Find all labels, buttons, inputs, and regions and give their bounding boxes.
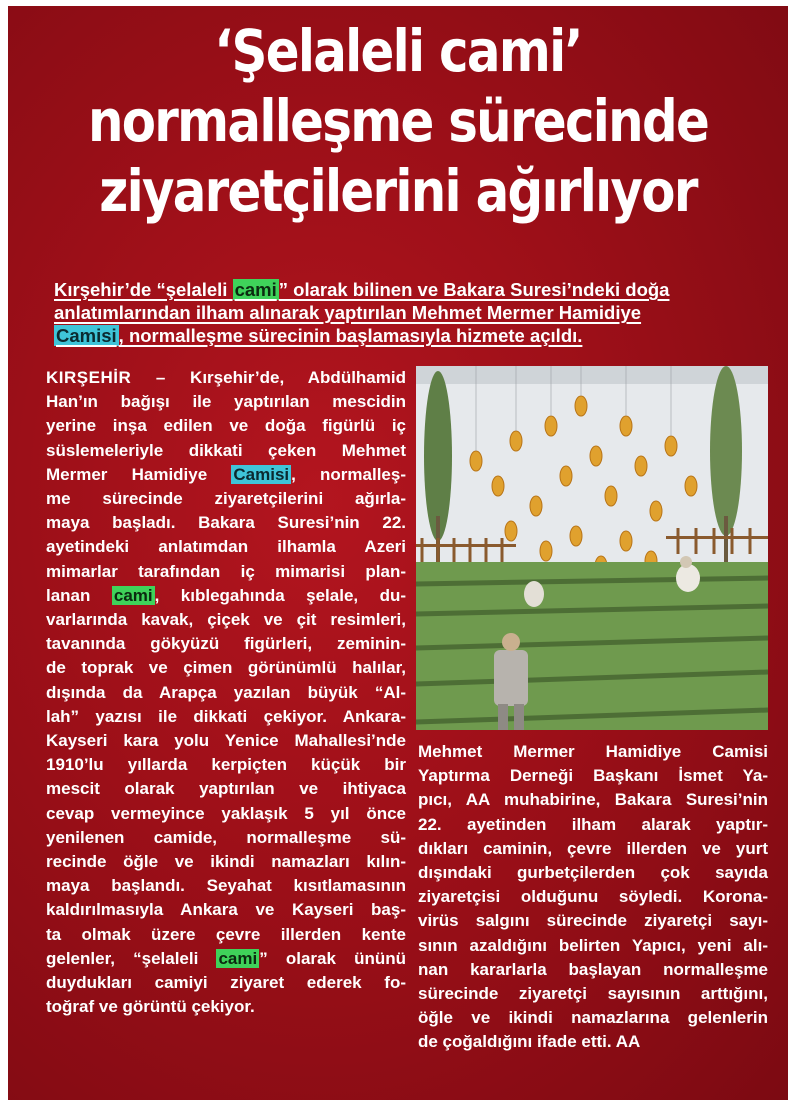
body-line: varlarında kavak, çiçek ve çit resimleri, bbox=[46, 610, 406, 630]
body-line: ziyaretçisi olduğunu söyledi. Korona- bbox=[418, 887, 768, 907]
body-line: Mehmet Mermer Hamidiye Camisi bbox=[418, 742, 768, 761]
highlight-cami: cami bbox=[113, 585, 153, 605]
photo-illustration bbox=[416, 366, 768, 730]
body-line: nan kararlarla başlayan normalleşme bbox=[418, 959, 768, 979]
body-line: me sürecinde ziyaretçilerini ağırla- bbox=[46, 489, 406, 509]
body-line: yerine inşa edilen ve doğa figürlü iç bbox=[46, 416, 406, 436]
spot-line-3 bbox=[54, 324, 774, 347]
body-line: tavanında gökyüzü figürleri, zeminin- bbox=[46, 634, 406, 654]
spot-line-1 bbox=[54, 278, 774, 301]
body-line bbox=[46, 947, 406, 971]
body-line: de çoğaldığını ifade etti. AA bbox=[418, 1032, 641, 1052]
body-line: süslemeleriyle dikkati çeken Mehmet bbox=[46, 440, 406, 460]
body-line: 1910’lu yıllarda kerpiçten küçük bir bbox=[46, 755, 406, 775]
spot-summary bbox=[54, 278, 774, 347]
body-line: ta olmak üzere çevre illerden kente bbox=[46, 924, 406, 944]
body-line: mimarlar tarafından iç mimarisi plan- bbox=[46, 561, 406, 581]
spot-text: Kırşehir’de “şelaleli bbox=[54, 279, 233, 300]
article-body-right bbox=[418, 740, 768, 1055]
headline-line-1: ‘Şelaleli cami’ bbox=[214, 17, 582, 85]
headline-line-3: ziyaretçilerini ağırlıyor bbox=[99, 157, 697, 225]
spot-line-2: anlatımlarından ilham alınarak yaptırılan Mehmet Mermer Hamidiye bbox=[54, 302, 642, 323]
body-line: toğraf ve görüntü çekiyor. bbox=[46, 997, 255, 1017]
body-text: , kıblegahında şelale, du- bbox=[154, 585, 406, 605]
body-line: kaldırılmasıyla Ankara ve Kayseri baş- bbox=[46, 900, 406, 920]
spot-text: ” olarak bilinen ve Bakara Suresi’ndeki doğa bbox=[278, 279, 670, 300]
body-text: lanan bbox=[46, 585, 112, 605]
body-line: sürecinde ziyaretçi sayısının arttığını, bbox=[418, 984, 768, 1004]
dateline: KIRŞEHİR – bbox=[46, 368, 166, 387]
body-text: ” olarak ününü bbox=[259, 948, 406, 968]
body-line: Yaptırma Derneği Başkanı İsmet Ya- bbox=[418, 766, 768, 786]
body-line: sının azaldığını belirten Yapıcı, yeni alı- bbox=[418, 935, 768, 955]
body-line: Kayseri kara yolu Yenice Mahallesi’nde bbox=[46, 731, 406, 751]
body-line: recinde öğle ve ikindi namazları kılın- bbox=[46, 852, 406, 872]
headline-line-2: normalleşme sürecinde bbox=[87, 87, 709, 155]
body-line: öğle ve ikindi namazlarına gelenlerin bbox=[418, 1008, 768, 1028]
body-line: duydukları camiyi ziyaret ederek fo- bbox=[46, 973, 406, 993]
body-line: yenilenen camide, normalleşme sü- bbox=[46, 827, 406, 847]
body-line: maya başladı. Bakara Suresi’nin 22. bbox=[46, 513, 406, 533]
body-line: 22. ayetinden ilham alarak yaptır- bbox=[418, 814, 768, 834]
body-line: virüs salgını sürecinde ziyaretçi sayı- bbox=[418, 911, 768, 931]
body-text: gelenler, “şelaleli bbox=[46, 948, 217, 968]
article-body-left bbox=[46, 366, 406, 1019]
body-line bbox=[46, 584, 406, 608]
body-line: Han’ın bağışı ile yaptırılan mescidin bbox=[46, 392, 406, 412]
body-text: Kırşehir’de, Abdülhamid bbox=[165, 368, 406, 387]
body-text: , normalleş- bbox=[291, 464, 407, 484]
body-line: de toprak ve çimen görünümlü halılar, bbox=[46, 658, 406, 678]
highlight-cami: cami bbox=[218, 948, 258, 968]
body-line: dışında da Arapça yazılan büyük “Al- bbox=[46, 682, 406, 702]
body-line: ayetindeki anlatımdan ilhamla Azeri bbox=[46, 537, 406, 557]
spot-text: , normalleşme sürecinin başlamasıyla hizmete açıldı. bbox=[118, 325, 583, 346]
body-line: dıkları caminin, çevre illerden ve yurt bbox=[418, 838, 768, 858]
body-line bbox=[46, 463, 406, 487]
body-line: maya başlandı. Seyahat kısıtlamasının bbox=[46, 876, 406, 896]
body-line: dışındaki gurbetçilerden çok sayıda bbox=[418, 863, 768, 883]
newspaper-page bbox=[8, 6, 788, 1100]
body-line: mescit olarak yaptırılan ve ihtiyaca bbox=[46, 779, 406, 799]
highlight-cami: cami bbox=[234, 279, 277, 300]
body-line: cevap vermeyince yaklaşık 5 yıl önce bbox=[46, 803, 406, 823]
highlight-camisi: Camisi bbox=[233, 464, 290, 484]
body-line: pıcı, AA muhabirine, Bakara Suresi’nin bbox=[418, 790, 768, 810]
body-line bbox=[46, 366, 406, 390]
headline bbox=[63, 16, 734, 226]
body-line: lah” yazısı ile dikkati çekiyor. Ankara- bbox=[46, 706, 406, 726]
mosque-interior-photo bbox=[416, 366, 768, 730]
highlight-camisi: Camisi bbox=[56, 325, 117, 346]
body-text: Mermer Hamidiye bbox=[46, 464, 232, 484]
